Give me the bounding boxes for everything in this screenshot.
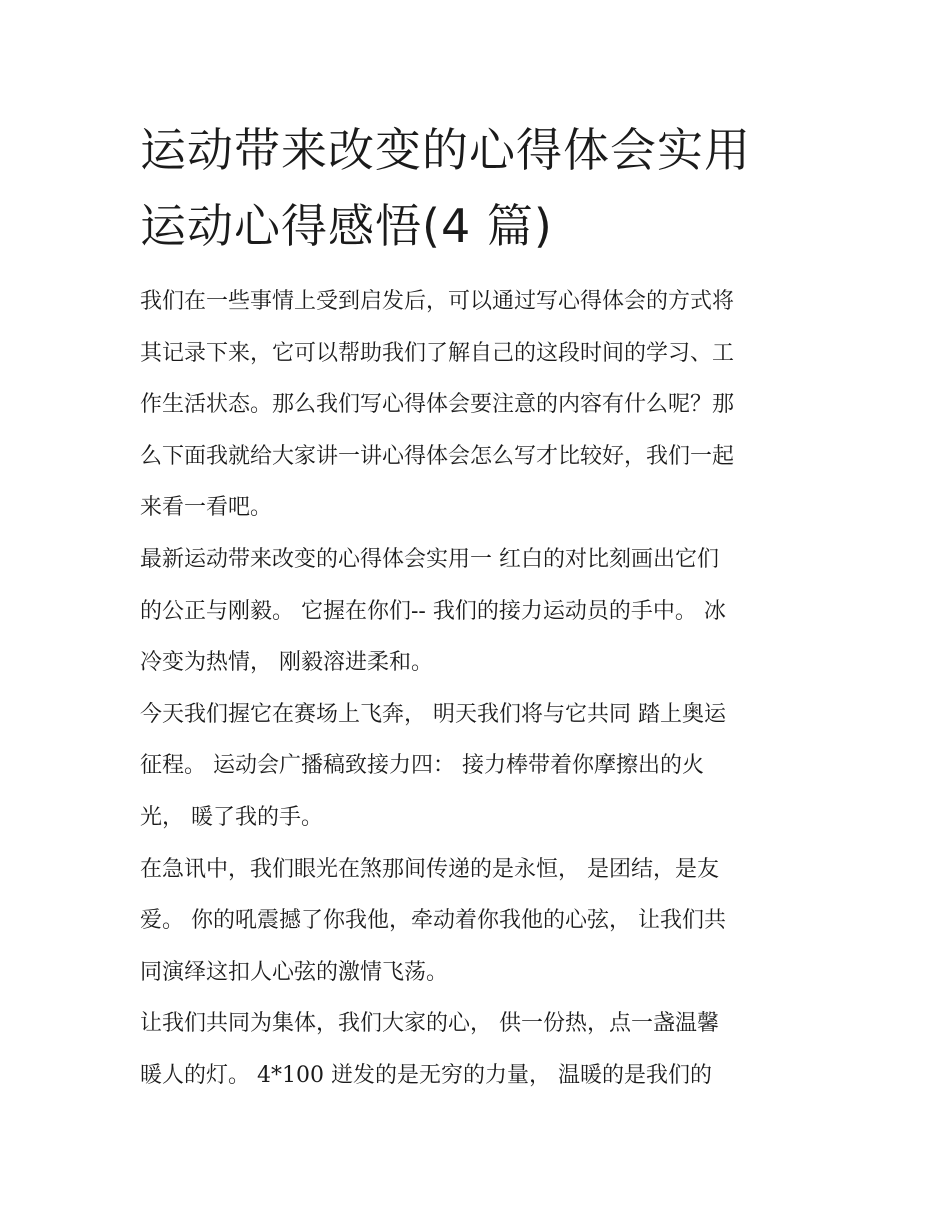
text-line: 其记录下来，它可以帮助我们了解自己的这段时间的学习、工 (140, 340, 735, 366)
text-line: 爱。 你的吼震撼了你我他，牵动着你我他的心弦， 让我们共 (140, 908, 726, 934)
text-line: 么下面我就给大家讲一讲心得体会怎么写才比较好，我们一起 (140, 443, 735, 469)
text-line: 最新运动带来改变的心得体会实用一 红白的对比刻画出它们 (140, 546, 719, 572)
document-title (140, 112, 820, 264)
title-line: 运动带来改变的心得体会实用 (140, 123, 751, 177)
text-line: 征程。 运动会广播稿致接力四： 接力棒带着你摩擦出的火 (140, 753, 704, 779)
text-line: 冷变为热情， 刚毅溶进柔和。 (140, 650, 433, 676)
paragraph-1 (140, 534, 830, 689)
title-line: 运动心得感悟(4 篇) (140, 199, 553, 253)
paragraph-intro (140, 276, 830, 534)
text-line: 同演绎这扣人心弦的激情飞荡。 (140, 959, 449, 985)
text-line: 来看一看吧。 (140, 495, 273, 521)
text-line: 的公正与刚毅。 它握在你们-- 我们的接力运动员的手中。 冰 (140, 598, 726, 624)
text-line: 作生活状态。那么我们写心得体会要注意的内容有什么呢？那 (140, 392, 735, 418)
paragraph-2 (140, 689, 830, 844)
text-line: 让我们共同为集体，我们大家的心， 供一份热，点一盏温馨 (140, 1011, 719, 1037)
document-body (140, 276, 830, 1102)
text-line: 在急讯中，我们眼光在煞那间传递的是永恒， 是团结，是友 (140, 856, 719, 882)
text-line: 光， 暖了我的手。 (140, 804, 323, 830)
paragraph-3 (140, 844, 830, 999)
text-line: 我们在一些事情上受到启发后，可以通过写心得体会的方式将 (140, 289, 735, 314)
text-line: 暖人的灯。 4*100 迸发的是无穷的力量， 温暖的是我们的 (140, 1062, 712, 1088)
text-line: 今天我们握它在赛场上飞奔， 明天我们将与它共同 踏上奥运 (140, 701, 726, 727)
paragraph-4 (140, 998, 830, 1101)
